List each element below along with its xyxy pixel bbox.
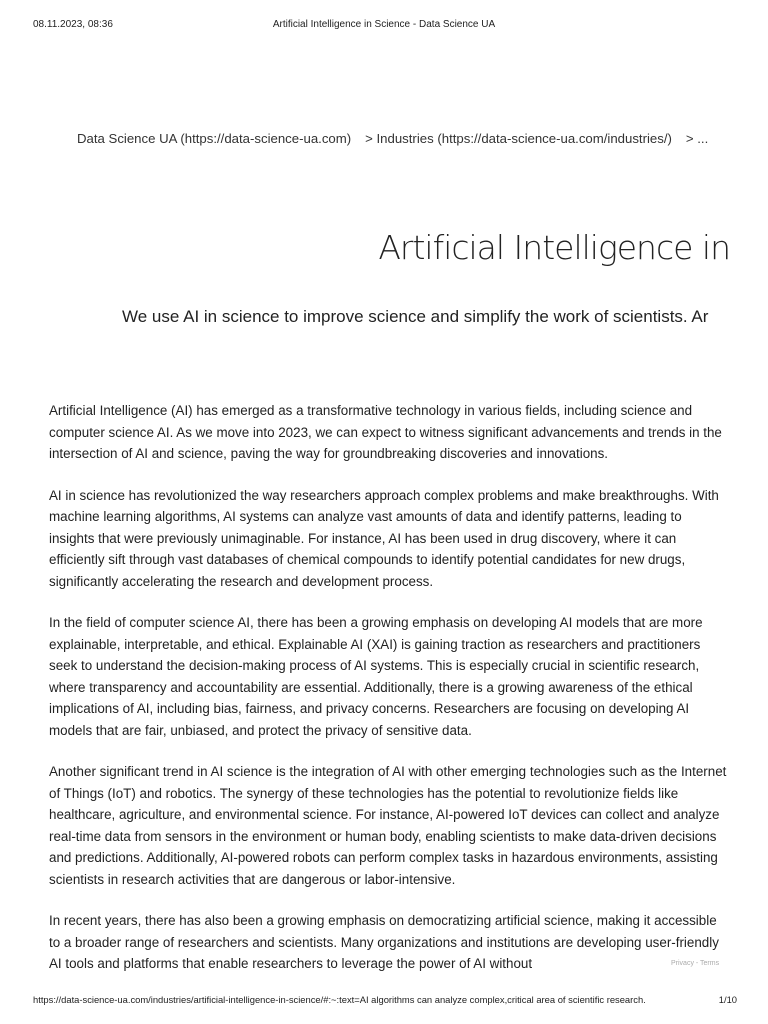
article-body [49,400,729,995]
article-paragraph: Another significant trend in AI science is the integration of AI with other emerging technologies such as the Internet of Things (IoT) and robotics. The synergy of these technologies has the potential to revolutionize fields like healthcare, agriculture, and environmental science. For instance, AI-powered IoT devices can collect and analyze real-time data from sensors in the environment or human body, enabling scientists to make data-driven decisions and predictions. Additionally, AI-powered robots can perform complex tasks in hazardous environments, assisting scientists in research activities that are dangerous or labor-intensive. [49,764,727,887]
print-header [0,19,768,33]
print-page-number: 1/10 [718,994,737,1005]
print-document-title: Artificial Intelligence in Science - Data Science UA [272,19,496,30]
breadcrumb-item-home[interactable]: Data Science UA (https://data-science-ua.com) [77,131,352,146]
article-paragraph: Artificial Intelligence (AI) has emerged as a transformative technology in various fields, including science and computer science AI. As we move into 2023, we can expect to witness significant advancements and trends in the intersection of AI and science, paving the way for groundbreaking discoveries and innovations. [49,403,722,461]
page-title: Artificial Intelligence in [378,228,730,267]
breadcrumb [77,131,747,146]
print-footer [0,994,768,1008]
article-paragraph: In the field of computer science AI, there has been a growing emphasis on developing AI models that are more explainable, interpretable, and ethical. Explainable AI (XAI) is gaining traction as researchers and practitioners seek to understand the decision-making process of AI systems. This is especially crucial in scientific research, where transparency and accountability are essential. Additionally, there is a growing awareness of the ethical implications of AI, including bias, fairness, and privacy concerns. Researchers are focusing on developing AI models that are fair, unbiased, and protect the privacy of sensitive data. [49,615,703,738]
breadcrumb-item-current: > ... [685,131,709,146]
print-datetime: 08.11.2023, 08:36 [33,19,113,30]
breadcrumb-item-industries[interactable]: > Industries (https://data-science-ua.com/industries/) [365,131,672,146]
print-page-url: https://data-science-ua.com/industries/artificial-intelligence-in-science/#:~:text=AI algorithms can analyze complex,critical area of scientific research. [33,994,646,1005]
recaptcha-privacy-terms[interactable]: Privacy - Terms [671,960,720,967]
page-subtitle: We use AI in science to improve science and simplify the work of scientists. Ar [122,307,709,326]
article-paragraph: AI in science has revolutionized the way researchers approach complex problems and make breakthroughs. With machine learning algorithms, AI systems can analyze vast amounts of data and identify patterns, leading to insights that were previously unimaginable. For instance, AI has been used in drug discovery, where it can efficiently sift through vast databases of chemical compounds to identify potential candidates for new drugs, significantly accelerating the research and development process. [49,487,719,589]
article-paragraph: In recent years, there has also been a growing emphasis on democratizing artificial science, making it accessible to a broader range of researchers and scientists. Many organizations and institutions are developing user-friendly AI tools and platforms that enable researchers to leverage the power of AI without [49,913,719,971]
